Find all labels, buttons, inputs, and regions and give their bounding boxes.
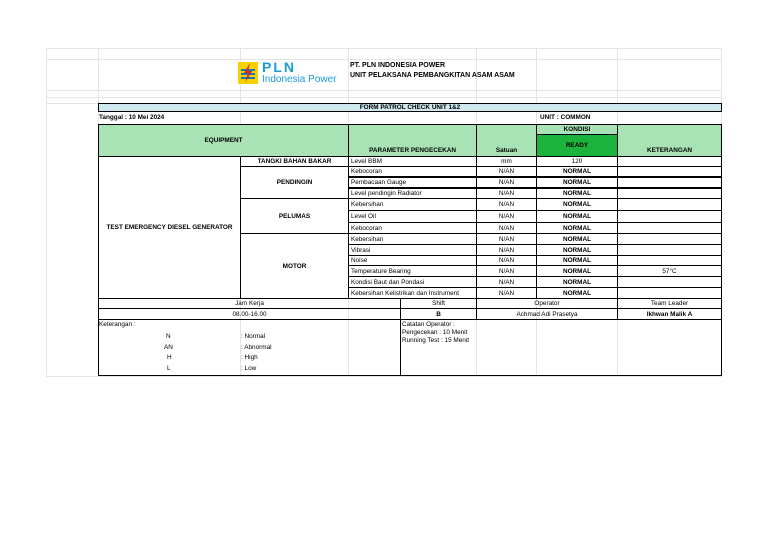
satuan-cell: N/AN — [476, 233, 537, 245]
satuan-cell: N/AN — [476, 244, 537, 256]
group-pelumas: PELUMAS — [240, 198, 349, 234]
param-cell: Level BBM — [348, 156, 477, 167]
form-title: FORM PATROL CHECK UNIT 1&2 — [98, 103, 722, 112]
keterangan-cell: 57°C — [617, 265, 722, 277]
notes-title: Catatan Operator : — [402, 321, 455, 328]
notes-line-running-test: Running Test : 15 Menit — [402, 337, 470, 344]
kondisi-cell: NORMAL — [536, 255, 618, 266]
param-cell: Kebersihan Kelistrikan dan Instrument — [348, 287, 477, 299]
satuan-cell: N/AN — [476, 276, 537, 288]
keterangan-cell — [617, 177, 722, 188]
satuan-cell: N/AN — [476, 287, 537, 299]
param-cell: Kebocoran — [348, 222, 477, 234]
kondisi-cell: 120 — [536, 156, 618, 167]
param-cell: Kebocoran — [348, 166, 477, 177]
legend-code: H — [167, 354, 172, 361]
shift-value: B — [400, 308, 477, 320]
logo-subtitle: Indonesia Power — [262, 74, 337, 85]
kondisi-cell: NORMAL — [536, 188, 618, 199]
param-cell: Pembacaan Gauge — [348, 177, 477, 188]
kondisi-cell: NORMAL — [536, 233, 618, 245]
team-leader-value: Ikhwan Malik A — [617, 308, 722, 320]
param-cell: Temperature Bearing — [348, 265, 477, 277]
notes-divider — [400, 319, 401, 376]
group-tangki: TANGKI BAHAN BAKAR — [240, 156, 349, 167]
satuan-cell: N/AN — [476, 222, 537, 234]
param-cell: Kebersihan — [348, 198, 477, 211]
kondisi-cell: NORMAL — [536, 210, 618, 223]
unit-label: UNIT : COMMON — [540, 114, 591, 121]
satuan-cell: mm — [476, 156, 537, 167]
kondisi-cell: NORMAL — [536, 287, 618, 299]
satuan-header: Satuan — [476, 124, 537, 157]
jam-kerja-value: 08.00-16.00 — [98, 308, 401, 320]
logo-title: PLN — [262, 59, 296, 75]
lightning-logo-icon — [238, 62, 258, 84]
param-cell: Kondisi Baut dan Pondasi — [348, 276, 477, 288]
legend-desc: : Normal — [241, 333, 266, 340]
ready-status: READY — [536, 134, 618, 157]
operator-value: Achmad Adi Prasetya — [476, 308, 618, 320]
legend-code: AN — [164, 344, 173, 351]
parameter-header: PARAMETER PENGECEKAN — [348, 124, 477, 157]
unit-name: UNIT PELAKSANA PEMBANGKITAN ASAM ASAM — [350, 72, 515, 79]
legend-desc: : High — [241, 354, 258, 361]
legend-code: L — [167, 365, 171, 372]
legend-desc: : Abnormal — [241, 344, 272, 351]
kondisi-cell: NORMAL — [536, 244, 618, 256]
keterangan-header: KETERANGAN — [617, 124, 722, 157]
legend-title: Keterangan : — [99, 321, 136, 328]
legend-code: N — [166, 333, 171, 340]
param-cell: Level pendingin Radiator — [348, 188, 477, 199]
pln-logo — [238, 60, 346, 86]
notes-line-pengecekan: Pengecekan : 10 Menit — [402, 329, 468, 336]
kondisi-cell: NORMAL — [536, 177, 618, 188]
equipment-name: TEST EMERGENCY DIESEL GENERATOR — [98, 156, 241, 299]
satuan-cell: N/AN — [476, 255, 537, 266]
equipment-header: EQUIPMENT — [98, 124, 349, 157]
date-label: Tanggal : 10 Mei 2024 — [99, 114, 165, 121]
kondisi-cell: NORMAL — [536, 166, 618, 177]
satuan-cell: N/AN — [476, 166, 537, 177]
satuan-cell: N/AN — [476, 188, 537, 199]
legend-desc: : Low — [241, 365, 257, 372]
team-leader-header: Team Leader — [617, 298, 722, 309]
jam-kerja-header: Jam Kerja — [98, 298, 401, 309]
kondisi-cell: NORMAL — [536, 198, 618, 211]
shift-header: Shift — [400, 298, 477, 309]
company-name: PT. PLN INDONESIA POWER — [350, 62, 446, 69]
param-cell: Vibrasi — [348, 244, 477, 256]
param-cell: Kebersihan — [348, 233, 477, 245]
satuan-cell: N/AN — [476, 177, 537, 188]
kondisi-cell: NORMAL — [536, 222, 618, 234]
operator-header: Operator — [476, 298, 618, 309]
satuan-cell: N/AN — [476, 198, 537, 211]
kondisi-cell: NORMAL — [536, 276, 618, 288]
group-pendingin: PENDINGIN — [240, 166, 349, 199]
kondisi-header: KONDISI — [536, 124, 618, 135]
satuan-cell: N/AN — [476, 265, 537, 277]
kondisi-cell: NORMAL — [536, 265, 618, 277]
satuan-cell: N/AN — [476, 210, 537, 223]
keterangan-cell — [617, 166, 722, 177]
group-motor: MOTOR — [240, 233, 349, 299]
param-cell: Level Oil — [348, 210, 477, 223]
param-cell: Noise — [348, 255, 477, 266]
